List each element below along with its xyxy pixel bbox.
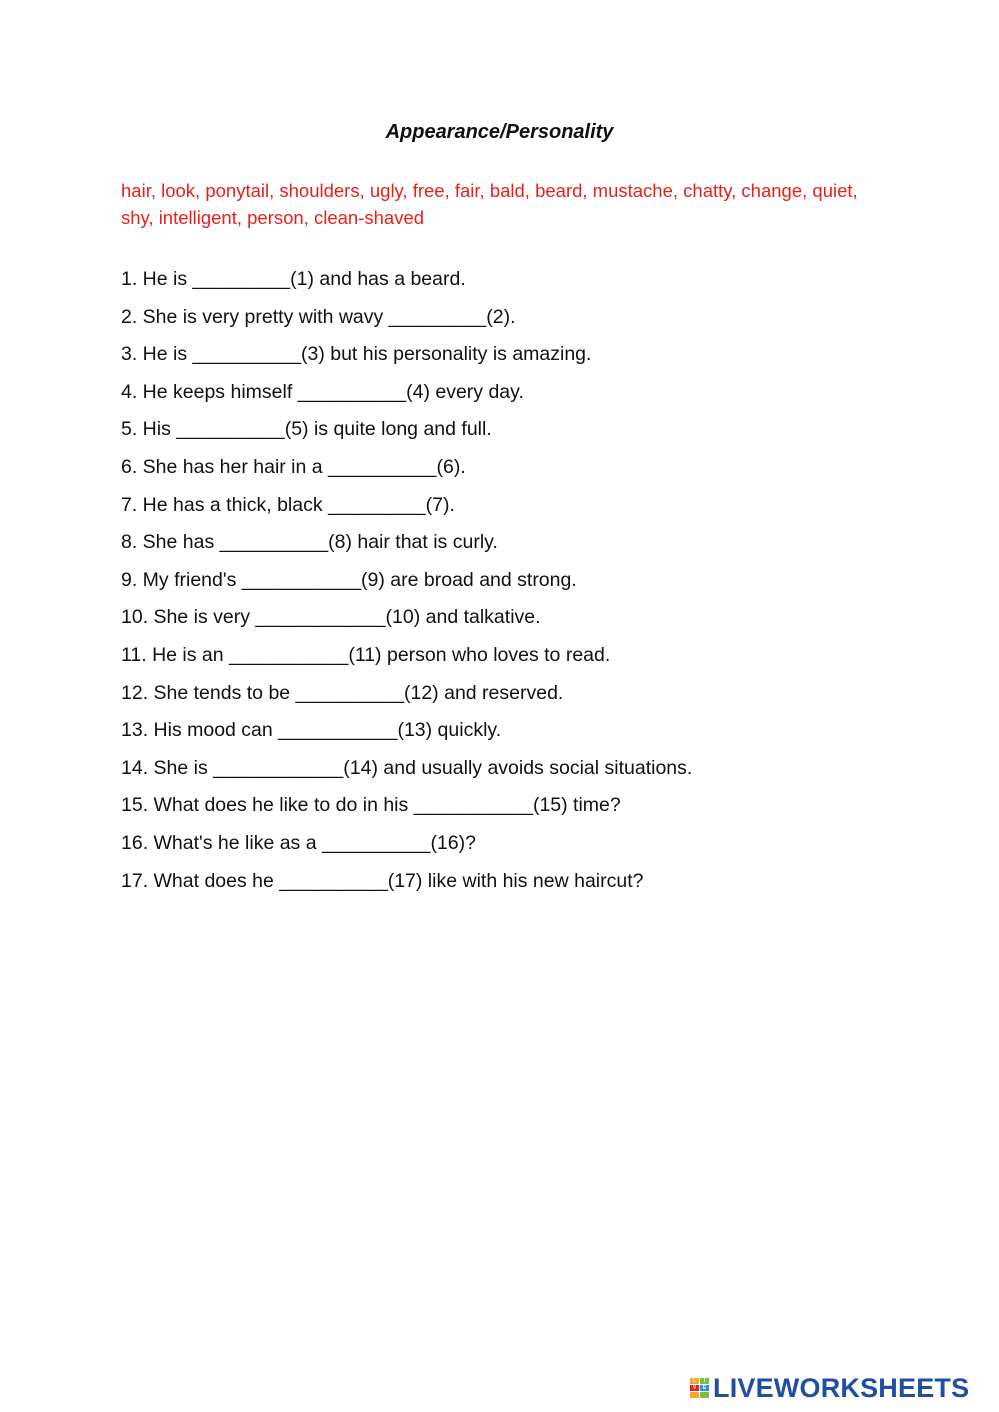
question-2: 2. She is very pretty with wavy _________(2).	[121, 305, 516, 328]
liveworksheets-logo-icon	[690, 1378, 709, 1398]
question-list	[121, 265, 881, 904]
question-14: 14. She is ____________(14) and usually avoids social situations.	[121, 756, 693, 779]
question-1: 1. He is _________(1) and has a beard.	[121, 268, 466, 290]
logo-mark-cell: L	[690, 1378, 699, 1384]
question-8: 8. She has __________(8) hair that is curly.	[121, 531, 498, 554]
word-bank: hair, look, ponytail, shoulders, ugly, free, fair, bald, beard, mustache, chatty, change, quiet, shy, intelligent, person, clean-shaved	[121, 180, 858, 228]
question-9: 9. My friend's ___________(9) are broad and strong.	[121, 568, 577, 591]
logo-mark-cell: V	[690, 1385, 699, 1391]
logo-mark-cell: I	[700, 1378, 709, 1384]
question-15: 15. What does he like to do in his ___________(15) time?	[121, 794, 621, 817]
logo-mark-cell: E	[700, 1385, 709, 1391]
question-13: 13. His mood can ___________(13) quickly.	[121, 719, 502, 742]
question-6: 6. She has her hair in a __________(6).	[121, 455, 466, 478]
question-11: 11. He is an ___________(11) person who loves to read.	[121, 643, 611, 666]
question-5: 5. His __________(5) is quite long and full.	[121, 418, 492, 441]
worksheet-title: Appearance/Personality	[385, 121, 614, 143]
question-10: 10. She is very ____________(10) and talkative.	[121, 606, 541, 629]
logo-text: LIVEWORKSHEETS	[713, 1372, 970, 1403]
question-16: 16. What's he like as a __________(16)?	[121, 831, 476, 854]
question-3: 3. He is __________(3) but his personality is amazing.	[121, 343, 592, 366]
liveworksheets-logo[interactable]	[690, 1374, 969, 1402]
question-12: 12. She tends to be __________(12) and reserved.	[121, 681, 564, 704]
question-4: 4. He keeps himself __________(4) every day.	[121, 380, 524, 403]
logo-mark-cell	[700, 1392, 709, 1398]
question-17: 17. What does he __________(17) like with his new haircut?	[121, 869, 644, 892]
logo-mark-cell	[690, 1392, 699, 1398]
question-7: 7. He has a thick, black _________(7).	[121, 493, 455, 516]
